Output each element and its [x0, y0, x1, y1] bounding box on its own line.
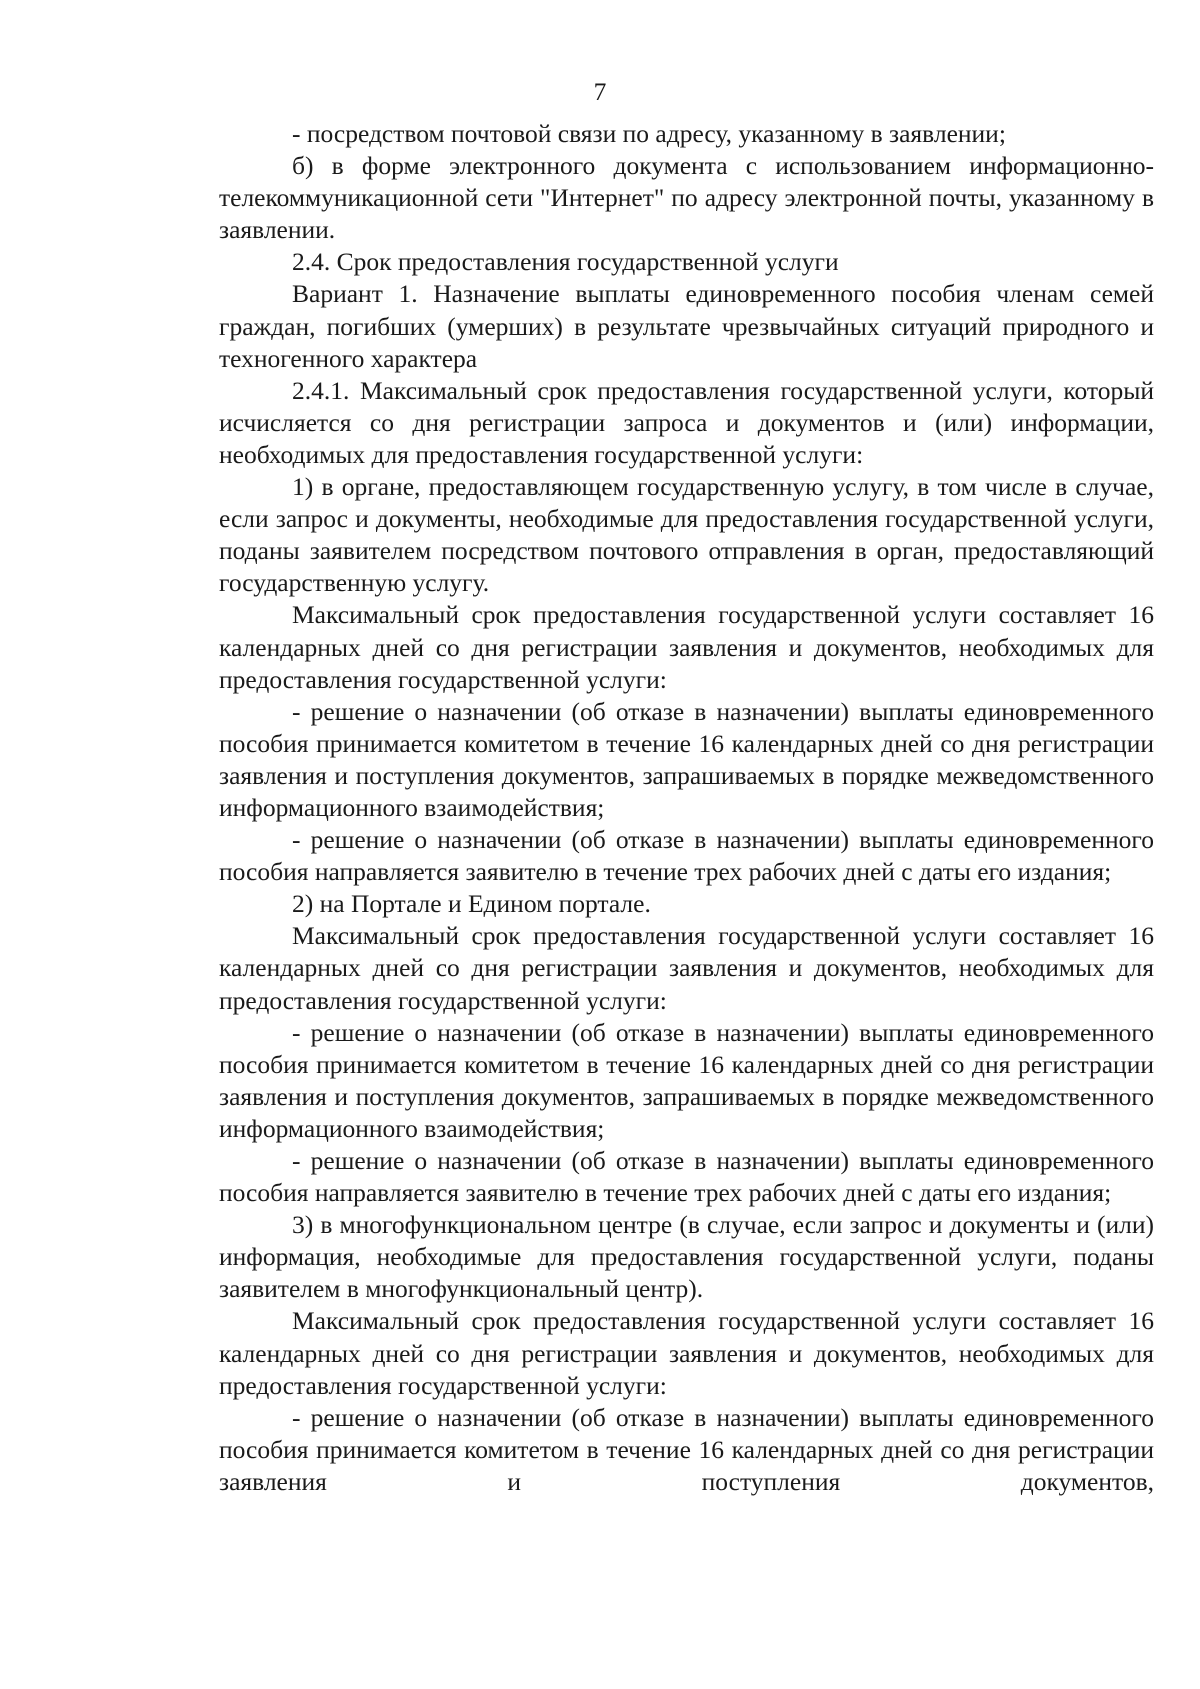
- paragraph-variant-1: Вариант 1. Назначение выплаты единовременного пособия членам семей граждан, погибших (умерших) в результате чрезвычайных ситуаций природного и техногенного характера: [219, 279, 1154, 373]
- paragraph-item-3-mfc: 3) в многофункциональном центре (в случае, если запрос и документы и (или) информация, необходимые для предоставления государственной услуги, поданы заявителем в многофункциональный центр).: [219, 1210, 1154, 1304]
- paragraph-2-4-1: 2.4.1. Максимальный срок предоставления государственной услуги, который исчисляется со дня регистрации запроса и документов и (или) информации, необходимых для предоставления государственной услуги:: [219, 375, 1154, 469]
- paragraph-notification-portal: - решение о назначении (об отказе в назначении) выплаты единовременного пособия направляется заявителю в течение трех рабочих дней с даты его издания;: [219, 1146, 1154, 1208]
- paragraph-decision-mfc: - решение о назначении (об отказе в назначении) выплаты единовременного пособия принимается комитетом в течение 16 календарных дней со дня регистрации заявления и поступления документов,: [219, 1402, 1154, 1496]
- section-heading-2-4: 2.4. Срок предоставления государственной услуги: [292, 247, 839, 277]
- page-number: 7: [593, 77, 607, 106]
- document-body: [219, 118, 1154, 1498]
- paragraph-max-term-mfc: Максимальный срок предоставления государственной услуги составляет 16 календарных дней со дня регистрации заявления и документов, необходимых для предоставления государственной услуги:: [219, 1306, 1154, 1400]
- paragraph-max-term-portal: Максимальный срок предоставления государственной услуги составляет 16 календарных дней со дня регистрации заявления и документов, необходимых для предоставления государственной услуги:: [219, 921, 1154, 1015]
- paragraph-decision-portal: - решение о назначении (об отказе в назначении) выплаты единовременного пособия принимается комитетом в течение 16 календарных дней со дня регистрации заявления и поступления документов, запрашиваемых в порядке межведомственного информационного взаимодействия;: [219, 1017, 1154, 1143]
- paragraph-notification-organ: - решение о назначении (об отказе в назначении) выплаты единовременного пособия направляется заявителю в течение трех рабочих дней с даты его издания;: [219, 825, 1154, 887]
- paragraph-item-1-organ: 1) в органе, предоставляющем государственную услугу, в том числе в случае, если запрос и документы, необходимые для предоставления государственной услуги, поданы заявителем посредством почтового отправления в орган, предоставляющий государственную услугу.: [219, 472, 1154, 598]
- paragraph-decision-organ: - решение о назначении (об отказе в назначении) выплаты единовременного пособия принимается комитетом в течение 16 календарных дней со дня регистрации заявления и поступления документов, запрашиваемых в порядке межведомственного информационного взаимодействия;: [219, 696, 1154, 822]
- paragraph-item-2-portal: 2) на Портале и Едином портале.: [292, 889, 651, 919]
- paragraph-electronic-document: б) в форме электронного документа с использованием информационно-телекоммуникационной сети "Интернет" по адресу электронной почты, указанному в заявлении.: [219, 151, 1154, 245]
- paragraph-postal-delivery: - посредством почтовой связи по адресу, указанному в заявлении;: [292, 119, 1006, 148]
- paragraph-max-term-organ: Максимальный срок предоставления государственной услуги составляет 16 календарных дней со дня регистрации заявления и документов, необходимых для предоставления государственной услуги:: [219, 600, 1154, 694]
